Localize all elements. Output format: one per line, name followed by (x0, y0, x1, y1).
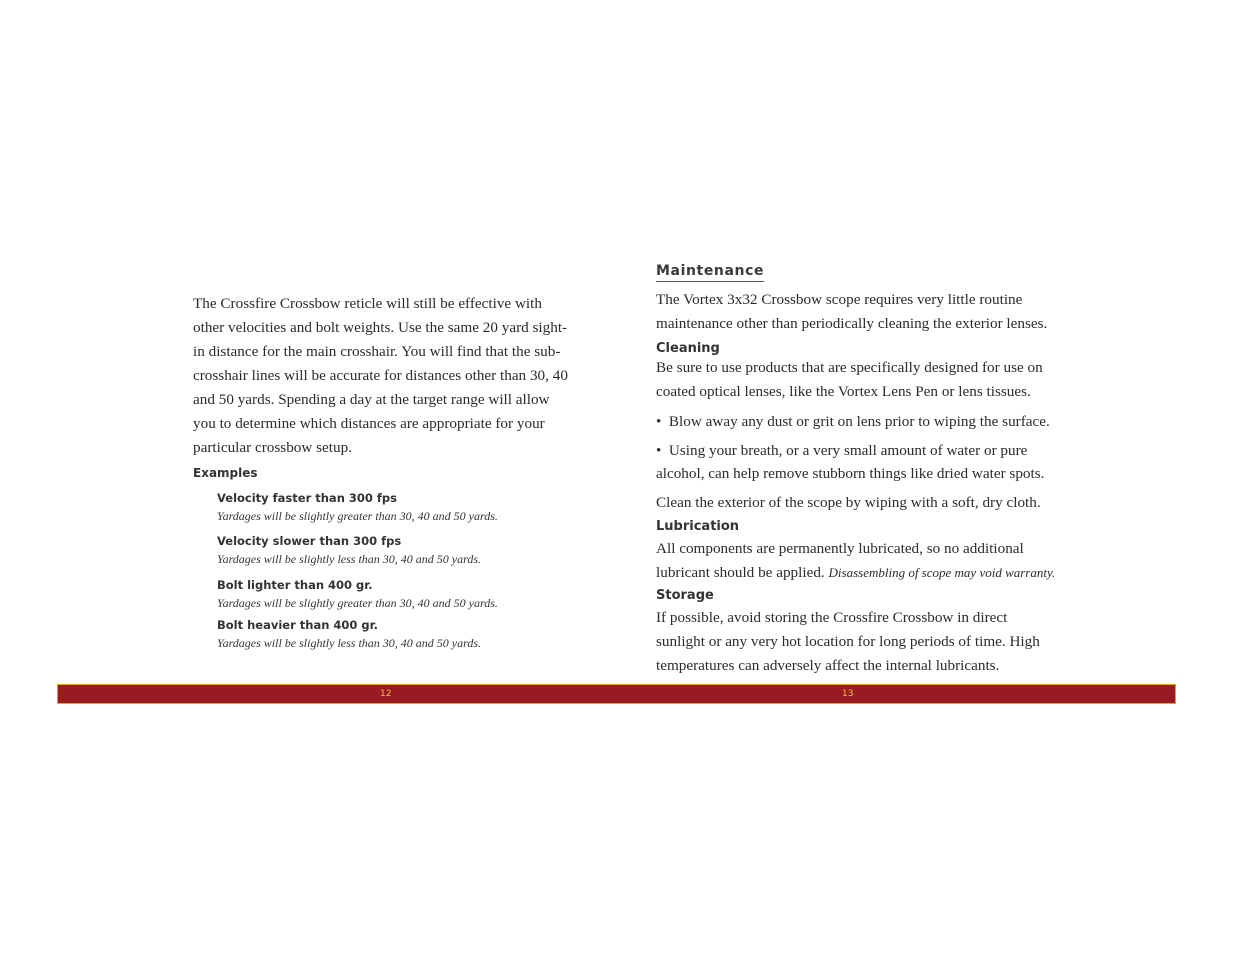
left-paragraph: The Crossfire Crossbow reticle will still be effective with other velocities and bolt weights. Use the same 20 yard sight-in distance for the main crosshair. You will find that the sub-crosshair lines will be accurate for distances other than 30, 40 and 50 yards. Spending a day at the target range will allow you to determine which distances are appropriate for your particular crossbow setup. (193, 295, 568, 456)
left-page-number: 12 (380, 689, 392, 699)
footer-bar (57, 684, 1176, 704)
examples-heading: Examples (193, 466, 258, 480)
example-title: Bolt heavier than 400 gr. (217, 618, 379, 632)
example-note: Yardages will be slightly greater than 30, 40 and 50 yards. (217, 509, 498, 523)
lubrication-paragraph (656, 537, 1056, 585)
cleaning-text: Be sure to use products that are specifically designed for use on coated optical lenses, like the Vortex Lens Pen or lens tissues. (656, 359, 1043, 400)
example-item (217, 617, 573, 651)
bullet-icon: • (656, 413, 669, 430)
maintenance-title: Maintenance (656, 263, 764, 282)
example-note: Yardages will be slightly less than 30, 40 and 50 yards. (217, 636, 482, 650)
example-item (217, 533, 573, 567)
example-note: Yardages will be slightly less than 30, 40 and 50 yards. (217, 552, 482, 566)
bullet-icon: • (656, 442, 669, 459)
right-page (656, 262, 1056, 678)
right-page-number: 13 (842, 689, 854, 699)
example-item (217, 490, 573, 524)
warranty-warning: Disassembling of scope may void warranty. (828, 565, 1056, 580)
example-title: Velocity faster than 300 fps (217, 491, 397, 505)
cleaning-bullet (656, 439, 1056, 485)
storage-heading: Storage (656, 588, 714, 603)
lubrication-heading: Lubrication (656, 519, 740, 534)
left-page (193, 292, 573, 651)
bullet-text: Blow away any dust or grit on lens prior to wiping the surface. (668, 413, 1050, 430)
example-note: Yardages will be slightly greater than 30, 40 and 50 yards. (217, 596, 498, 610)
storage-text: If possible, avoid storing the Crossfire Crossbow in direct sunlight or any very hot location for long periods of time. High temperatures can adversely affect the internal lubricants. (656, 609, 1040, 674)
cleaning-heading: Cleaning (656, 341, 720, 356)
maintenance-intro: The Vortex 3x32 Crossbow scope requires very little routine maintenance other than periodically cleaning the exterior lenses. (656, 291, 1048, 332)
example-item (217, 577, 573, 611)
example-title: Bolt lighter than 400 gr. (217, 578, 373, 592)
example-title: Velocity slower than 300 fps (217, 534, 402, 548)
cleaning-closing: Clean the exterior of the scope by wiping with a soft, dry cloth. (656, 494, 1041, 511)
bullet-text: Using your breath, or a very small amount of water or pure alcohol, can help remove stubborn things like dried water spots. (656, 442, 1045, 482)
cleaning-bullet (656, 410, 1056, 433)
lubrication-text: All components are permanently lubricated, so no additional lubricant should be applied. (656, 540, 1024, 581)
